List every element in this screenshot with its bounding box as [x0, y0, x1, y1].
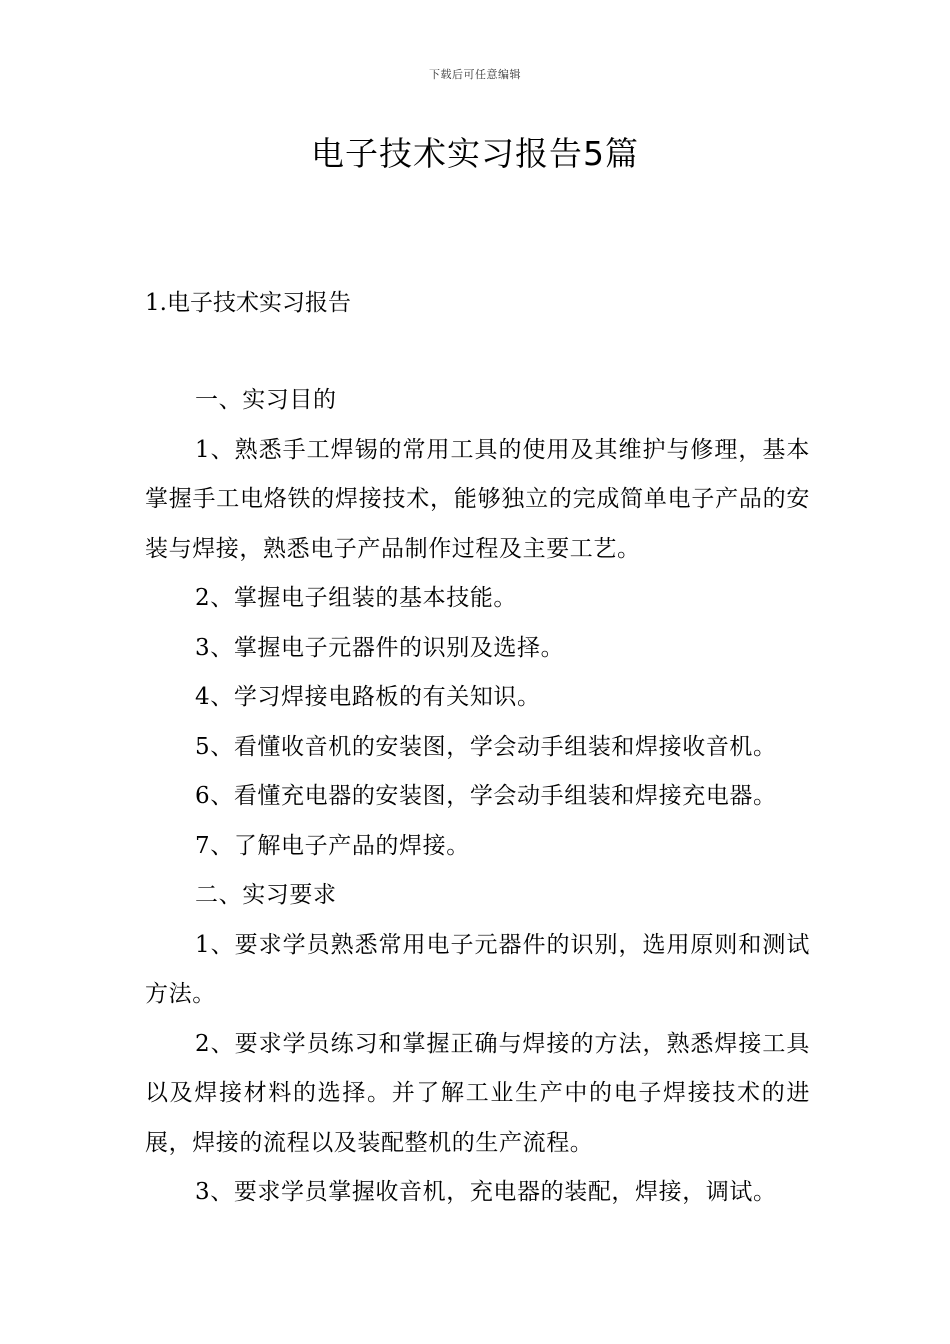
paragraph: 1、要求学员熟悉常用电子元器件的识别，选用原则和测试方法。 — [145, 931, 810, 1007]
section-title: 1.电子技术实习报告 — [145, 290, 351, 316]
heading-purpose: 一、实习目的 — [195, 387, 337, 413]
paragraph: 6、看懂充电器的安装图，学会动手组装和焊接充电器。 — [195, 783, 777, 809]
header-note: 下载后可任意编辑 — [429, 68, 521, 81]
paragraph: 2、要求学员练习和掌握正确与焊接的方法，熟悉焊接工具以及焊接材料的选择。并了解工业生产中的电子焊接技术的进展，焊接的流程以及装配整机的生产流程。 — [145, 1030, 810, 1156]
paragraph: 4、学习焊接电路板的有关知识。 — [195, 684, 541, 710]
paragraph: 2、掌握电子组装的基本技能。 — [195, 585, 518, 611]
document-title: 电子技术实习报告5篇 — [311, 134, 639, 173]
heading-requirements: 二、实习要求 — [195, 882, 337, 908]
paragraph: 7、了解电子产品的焊接。 — [195, 832, 470, 859]
document-body — [145, 376, 810, 1218]
paragraph: 3、掌握电子元器件的识别及选择。 — [195, 634, 565, 661]
paragraph: 3、要求学员掌握收音机，充电器的装配，焊接，调试。 — [195, 1179, 777, 1205]
paragraph: 5、看懂收音机的安装图，学会动手组装和焊接收音机。 — [195, 733, 777, 760]
paragraph: 1、熟悉手工焊锡的常用工具的使用及其维护与修理，基本掌握手工电烙铁的焊接技术，能够独立的完成简单电子产品的安装与焊接，熟悉电子产品制作过程及主要工艺。 — [145, 436, 810, 562]
